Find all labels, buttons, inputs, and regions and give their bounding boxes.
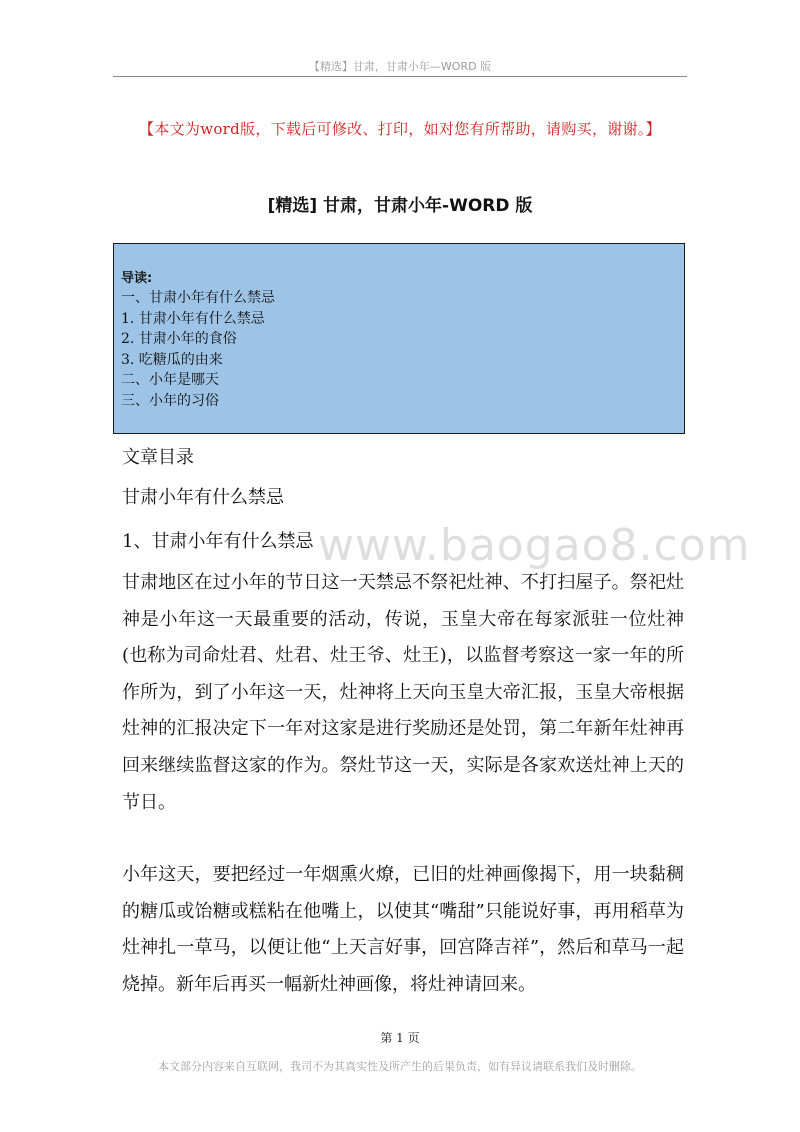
page-number: 第 1 页 xyxy=(380,1031,420,1045)
sub-heading: 1、甘肃小年有什么禁忌 xyxy=(122,531,314,552)
guide-box xyxy=(113,243,685,434)
guide-item[interactable]: 一、甘肃小年有什么禁忌 xyxy=(121,290,275,306)
watermark: www.baogao8.com xyxy=(318,520,751,571)
page-header: 【精选】甘肃，甘肃小年—WORD 版 xyxy=(308,60,492,73)
body-paragraph: 小年这天，要把经过一年烟熏火燎，已旧的灶神画像揭下，用一块黏稠的糖瓜或饴糖或糕粘在他嘴上，以使其“嘴甜”只能说好事，再用稻草为灶神扎一草马，以便让他“上天言好事，回宫降吉祥”，然后和草马一起烧掉。新年后再买一幅新灶神画像，将灶神请回来。 xyxy=(122,864,684,995)
document-title: [精选] 甘肃，甘肃小年-WORD 版 xyxy=(267,196,533,216)
body-paragraph: 甘肃地区在过小年的节日这一天禁忌不祭祀灶神、不打扫屋子。祭祀灶神是小年这一天最重要的活动，传说，玉皇大帝在每家派驻一位灶神(也称为司命灶君、灶君、灶王爷、灶王)，以监督考察这一家一年的所作所为，到了小年这一天，灶神将上天向玉皇大帝汇报，玉皇大帝根据灶神的汇报决定下一年对这家是进行奖励还是处罚，第二年新年灶神再回来继续监督这家的作为。祭灶节这一天，实际是各家欢送灶神上天的节日。 xyxy=(122,572,684,813)
footer-disclaimer: 本文部分内容来自互联网，我司不为其真实性及所产生的后果负责，如有异议请联系我们及时删除。 xyxy=(158,1060,642,1073)
guide-item[interactable]: 3. 吃糖瓜的由来 xyxy=(121,351,223,368)
guide-item[interactable]: 三、小年的习俗 xyxy=(121,392,219,409)
toc-heading: 文章目录 xyxy=(122,447,194,468)
guide-item[interactable]: 二、小年是哪天 xyxy=(121,372,219,389)
guide-label: 导读: xyxy=(121,271,153,286)
guide-item[interactable]: 1. 甘肃小年有什么禁忌 xyxy=(121,310,265,327)
header-divider xyxy=(113,76,687,77)
section-heading: 甘肃小年有什么禁忌 xyxy=(122,487,284,508)
purchase-notice: 【本文为word版，下载后可修改、打印，如对您有所帮助，请购买，谢谢。】 xyxy=(139,120,661,138)
guide-item[interactable]: 2. 甘肃小年的食俗 xyxy=(121,331,237,348)
